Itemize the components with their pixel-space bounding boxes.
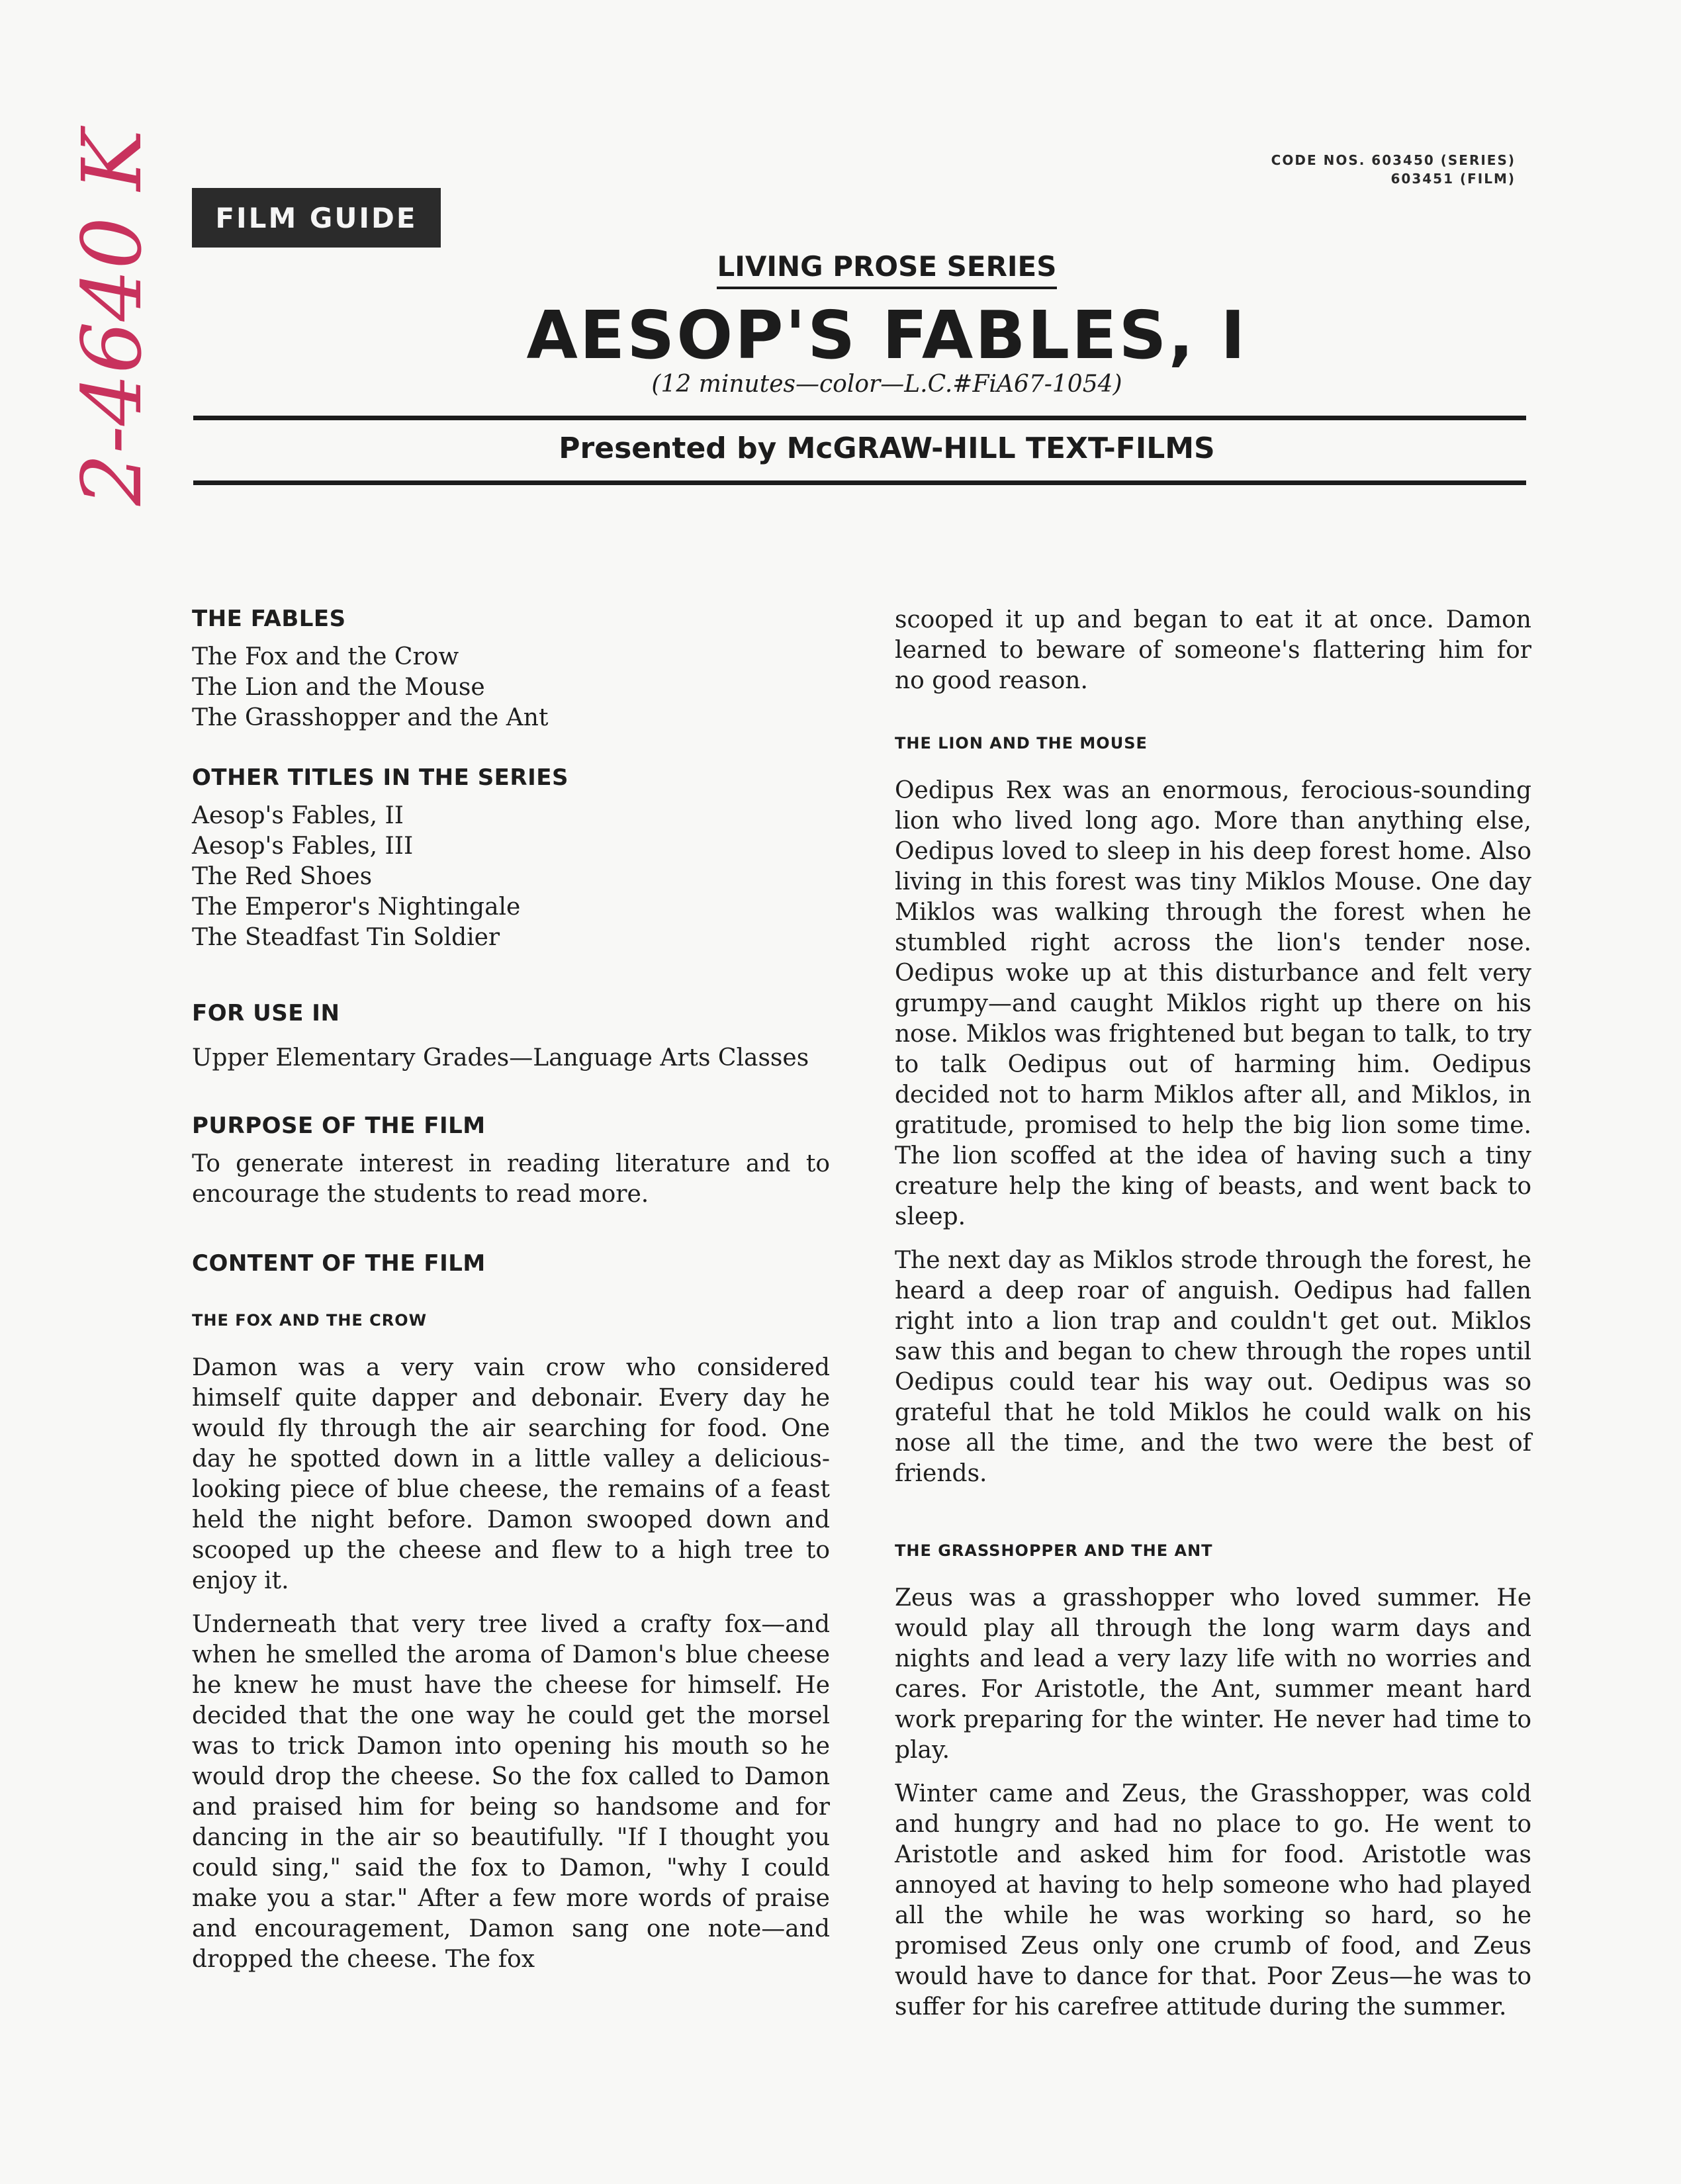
fox-crow-paragraph-1: Damon was a very vain crow who considered himself quite dapper and debonair. Every day he would fly through the air searching for food. One day he spotted down in a little valley a delicious-looking piece of blue cheese, the remains of a feast held the night before. Damon swooped down and scooped up the cheese and flew to a high tree to enjoy it.: [192, 1354, 830, 1594]
grasshopper-ant-heading: THE GRASSHOPPER AND THE ANT: [895, 1541, 1213, 1560]
film-details: (12 minutes—color—L.C.#FiA67-1054): [651, 371, 1122, 398]
page-title: AESOP'S FABLES, I: [526, 296, 1248, 374]
code-film: 603451 (FILM): [1390, 171, 1516, 187]
series-title-text: LIVING PROSE SERIES: [717, 250, 1056, 289]
list-item: The Lion and the Mouse: [192, 674, 485, 701]
fox-crow-paragraph-3: scooped it up and began to eat it at once. Damon learned to beware of someone's flattering him for no good reason.: [895, 606, 1531, 694]
film-guide-badge: FILM GUIDE: [192, 188, 441, 248]
list-item: Aesop's Fables, II: [192, 802, 404, 829]
bottom-rule: [193, 480, 1526, 485]
fables-section: [192, 604, 830, 733]
other-titles-list: [192, 801, 830, 953]
for-use-section: [192, 998, 830, 1073]
code-numbers: [1271, 151, 1516, 188]
fox-crow-heading: THE FOX AND THE CROW: [192, 1311, 428, 1330]
fables-list: [192, 642, 830, 733]
list-item: The Steadfast Tin Soldier: [192, 924, 500, 951]
purpose-heading: PURPOSE OF THE FILM: [192, 1113, 486, 1139]
right-column: [895, 605, 1531, 2023]
purpose-text: To generate interest in reading literature and to encourage the students to read more.: [192, 1150, 830, 1208]
fables-heading: THE FABLES: [192, 606, 346, 632]
other-titles-heading: OTHER TITLES IN THE SERIES: [192, 764, 568, 791]
handwritten-catalog-number: 2-4640 K: [65, 129, 160, 506]
lion-mouse-heading: THE LION AND THE MOUSE: [895, 734, 1148, 752]
left-column: [192, 604, 830, 1975]
for-use-heading: FOR USE IN: [192, 1000, 340, 1026]
list-item: The Grasshopper and the Ant: [192, 704, 549, 731]
content-heading: CONTENT OF THE FILM: [192, 1250, 486, 1277]
content-section: [192, 1248, 830, 1975]
series-title: [0, 250, 1681, 283]
fox-crow-paragraph-2: Underneath that very tree lived a crafty fox—and when he smelled the aroma of Damon's blue cheese he knew he must have the cheese for himself. He decided that the one way he could get the morsel was to trick Damon into opening his mouth so he would drop the cheese. So the fox called to Damon and praised him for being so handsome and for dancing in the air so beautifully. "If I thought you could sing," said the fox to Damon, "why I could make you a star." After a few more words of praise and encouragement, Damon sang one note—and dropped the cheese. The fox: [192, 1611, 830, 1973]
lion-mouse-paragraph-2: The next day as Miklos strode through the forest, he heard a deep roar of anguish. Oedipus had fallen right into a lion trap and couldn't get out. Miklos saw this and began to chew through the ropes until Oedipus could tear his way out. Oedipus was so grateful that he told Miklos he could walk on his nose all the time, and the two were the best of friends.: [895, 1247, 1531, 1487]
for-use-text: Upper Elementary Grades—Language Arts Classes: [192, 1044, 809, 1071]
list-item: The Fox and the Crow: [192, 643, 459, 670]
presented-by: Presented by McGRAW-HILL TEXT-FILMS: [559, 432, 1215, 465]
grasshopper-ant-paragraph-2: Winter came and Zeus, the Grasshopper, was cold and hungry and had no place to go. He went to Aristotle and asked him for food. Aristotle was annoyed at having to help someone who had played all the while he was working so hard, so he promised Zeus only one crumb of food, and Zeus would have to dance for that. Poor Zeus—he was to suffer for his carefree attitude during the summer.: [895, 1780, 1531, 2021]
list-item: The Emperor's Nightingale: [192, 893, 521, 921]
purpose-section: [192, 1111, 830, 1210]
other-titles-section: [192, 762, 830, 953]
list-item: The Red Shoes: [192, 863, 373, 890]
code-series: CODE NOS. 603450 (SERIES): [1271, 152, 1516, 168]
top-rule: [193, 416, 1526, 420]
lion-mouse-paragraph-1: Oedipus Rex was an enormous, ferocious-sounding lion who lived long ago. More than anything else, Oedipus loved to sleep in his deep forest home. Also living in this forest was tiny Miklos Mouse. One day Miklos was walking through the forest when he stumbled right across the lion's tender nose. Oedipus woke up at this disturbance and felt very grumpy—and caught Miklos right up there on his nose. Miklos was frightened but began to talk, to try to talk Oedipus out of harming him. Oedipus decided not to harm Miklos after all, and Miklos, in gratitude, promised to help the big lion some time. The lion scoffed at the idea of having such a tiny creature help the king of beasts, and went back to sleep.: [895, 777, 1531, 1230]
list-item: Aesop's Fables, III: [192, 833, 414, 860]
grasshopper-ant-paragraph-1: Zeus was a grasshopper who loved summer. He would play all through the long warm days and nights and lead a very lazy life with no worries and cares. For Aristotle, the Ant, summer meant hard work preparing for the winter. He never had time to play.: [895, 1584, 1531, 1764]
